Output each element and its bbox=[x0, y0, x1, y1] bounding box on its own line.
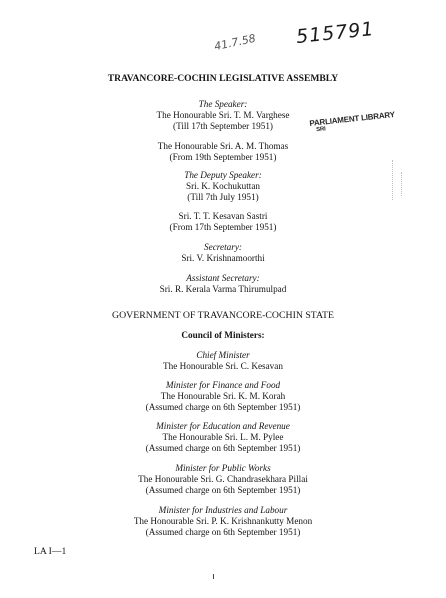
page-signature: LA I—1 bbox=[34, 546, 67, 557]
industries-minister-heading: Minister for Industries and Labour bbox=[158, 505, 288, 515]
secretary-name: Sri. V. Krishnamoorthi bbox=[181, 253, 265, 263]
asst-secretary-name: Sri. R. Kerala Varma Thirumulpad bbox=[159, 284, 287, 294]
deputy-2-name: Sri. T. T. Kesavan Sastri bbox=[178, 211, 268, 221]
education-minister-name: The Honourable Sri. L. M. Pylee bbox=[162, 432, 284, 442]
deputy-1-term: (Till 7th July 1951) bbox=[187, 192, 259, 202]
stamp-line-1: PARLIAMENT LIBRARY bbox=[309, 110, 396, 128]
public-works-minister-note: (Assumed charge on 6th September 1951) bbox=[145, 485, 301, 495]
education-minister-note: (Assumed charge on 6th September 1951) bbox=[145, 443, 301, 453]
deputy-heading: The Deputy Speaker: bbox=[184, 170, 262, 180]
finance-minister-heading: Minister for Finance and Food bbox=[165, 380, 281, 390]
catalog-number: 515791 bbox=[295, 17, 376, 49]
pencil-scribble: 41.7.58 bbox=[213, 31, 257, 54]
finance-minister-name: The Honourable Sri. K. M. Korah bbox=[160, 391, 286, 401]
public-works-minister-name: The Honourable Sri. G. Chandrasekhara Pillai bbox=[138, 474, 308, 484]
chief-minister-name: The Honourable Sri. C. Kesavan bbox=[163, 361, 283, 371]
finance-minister-note: (Assumed charge on 6th September 1951) bbox=[145, 402, 301, 412]
speaker-2-term: (From 19th September 1951) bbox=[169, 152, 277, 162]
speaker-2-name: The Honourable Sri. A. M. Thomas bbox=[157, 141, 289, 151]
asst-secretary-heading: Assistant Secretary: bbox=[186, 273, 260, 283]
industries-minister-note: (Assumed charge on 6th September 1951) bbox=[145, 527, 301, 537]
speaker-1-name: The Honourable Sri. T. M. Varghese bbox=[156, 110, 290, 120]
public-works-minister-heading: Minister for Public Works bbox=[175, 463, 271, 473]
education-minister-heading: Minister for Education and Revenue bbox=[156, 421, 290, 431]
speaker-1-term: (Till 17th September 1951) bbox=[173, 121, 273, 131]
chief-minister-heading: Chief Minister bbox=[196, 350, 250, 360]
council-heading: Council of Ministers: bbox=[181, 330, 265, 340]
deputy-2-term: (From 17th September 1951) bbox=[169, 222, 277, 232]
government-title: GOVERNMENT OF TRAVANCORE-COCHIN STATE bbox=[112, 310, 334, 321]
stamp-line-2: SRI bbox=[315, 126, 326, 134]
assembly-title: TRAVANCORE-COCHIN LEGISLATIVE ASSEMBLY bbox=[107, 73, 339, 84]
industries-minister-name: The Honourable Sri. P. K. Krishnankutty Menon bbox=[133, 516, 313, 526]
deputy-1-name: Sri. K. Kochukuttan bbox=[185, 181, 260, 191]
bottom-mark bbox=[213, 574, 214, 579]
speaker-heading: The Speaker: bbox=[198, 99, 248, 109]
secretary-heading: Secretary: bbox=[204, 242, 242, 252]
